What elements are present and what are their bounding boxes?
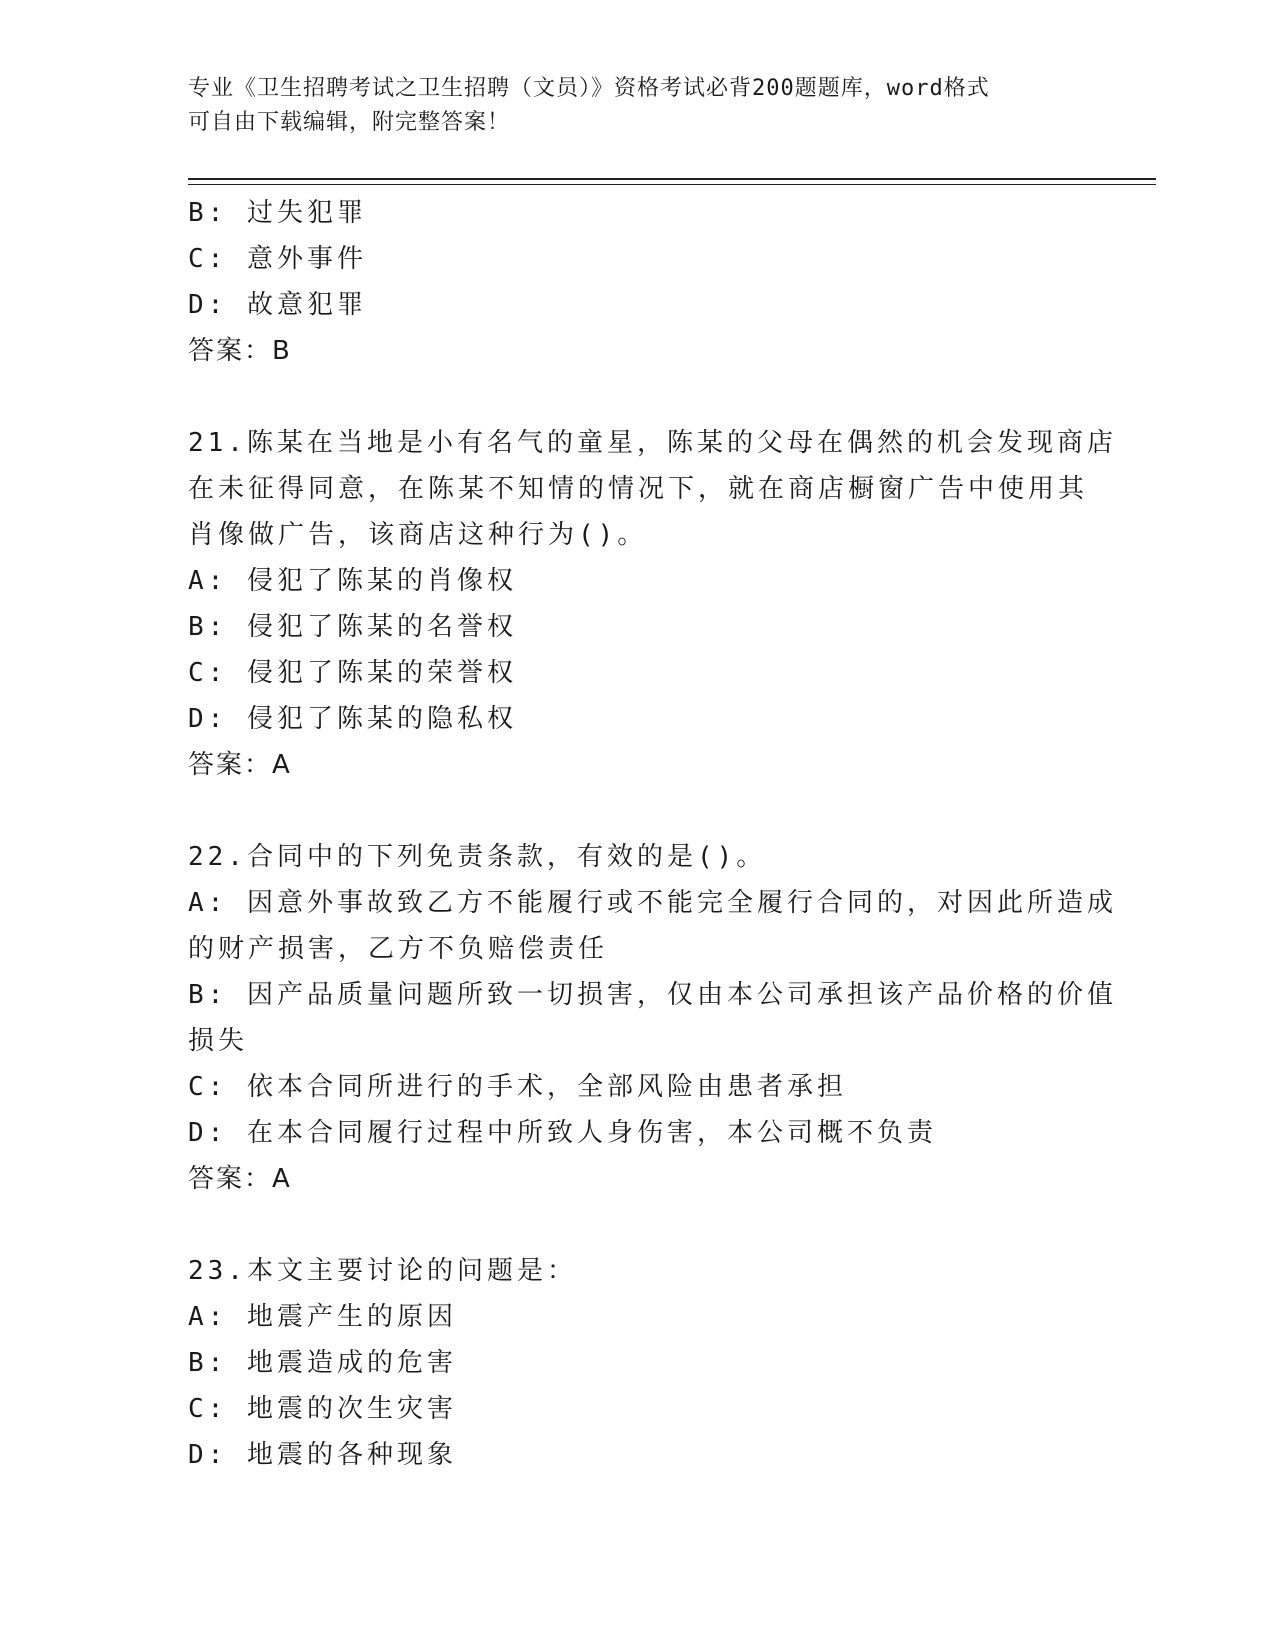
q23-option-b: B: 地震造成的危害 xyxy=(188,1348,457,1378)
q21-stem-line-2: 在未征得同意，在陈某不知情的情况下，就在商店橱窗广告中使用其 xyxy=(188,474,1089,504)
q22-option-c: C: 依本合同所进行的手术，全部风险由患者承担 xyxy=(188,1072,847,1102)
q23-stem: 23.本文主要讨论的问题是： xyxy=(188,1256,577,1286)
header-rule-thin xyxy=(188,184,1156,185)
header-line-1: 专业《卫生招聘考试之卫生招聘（文员）》资格考试必背200题题库，word格式 xyxy=(188,76,990,101)
q21-option-b: B: 侵犯了陈某的名誉权 xyxy=(188,612,517,642)
document-header xyxy=(188,72,1088,140)
q21-option-c: C: 侵犯了陈某的荣誉权 xyxy=(188,658,517,688)
q23-option-d: D: 地震的各种现象 xyxy=(188,1440,457,1470)
spacer xyxy=(188,1202,1088,1248)
q21-option-a: A: 侵犯了陈某的肖像权 xyxy=(188,566,517,596)
header-rule-thick xyxy=(188,178,1156,180)
prev-option-b: B: 过失犯罪 xyxy=(188,198,367,228)
q22-option-d: D: 在本合同履行过程中所致人身伤害，本公司概不负责 xyxy=(188,1118,937,1148)
q23-option-c: C: 地震的次生灾害 xyxy=(188,1394,457,1424)
q22-option-a-line-2: 的财产损害，乙方不负赔偿责任 xyxy=(188,934,609,964)
q21-answer: 答案：A xyxy=(188,750,292,780)
q21-stem-line-1: 21.陈某在当地是小有名气的童星，陈某的父母在偶然的机会发现商店 xyxy=(188,428,1117,458)
q22-option-a-line-1: A: 因意外事故致乙方不能履行或不能完全履行合同的，对因此所造成 xyxy=(188,888,1117,918)
spacer xyxy=(188,788,1088,834)
q22-option-b-line-1: B: 因产品质量问题所致一切损害，仅由本公司承担该产品价格的价值 xyxy=(188,980,1117,1010)
header-line-2: 可自由下载编辑，附完整答案！ xyxy=(188,110,511,135)
prev-option-d: D: 故意犯罪 xyxy=(188,290,367,320)
q23-option-a: A: 地震产生的原因 xyxy=(188,1302,457,1332)
spacer xyxy=(188,374,1088,420)
prev-answer: 答案：B xyxy=(188,336,292,366)
q22-stem: 22.合同中的下列免责条款，有效的是()。 xyxy=(188,842,767,872)
prev-option-c: C: 意外事件 xyxy=(188,244,367,274)
q21-stem-line-3: 肖像做广告，该商店这种行为()。 xyxy=(188,520,648,550)
question-content xyxy=(188,190,1117,1478)
q22-option-b-line-2: 损失 xyxy=(188,1026,249,1056)
q22-answer: 答案：A xyxy=(188,1164,292,1194)
q21-option-d: D: 侵犯了陈某的隐私权 xyxy=(188,704,517,734)
